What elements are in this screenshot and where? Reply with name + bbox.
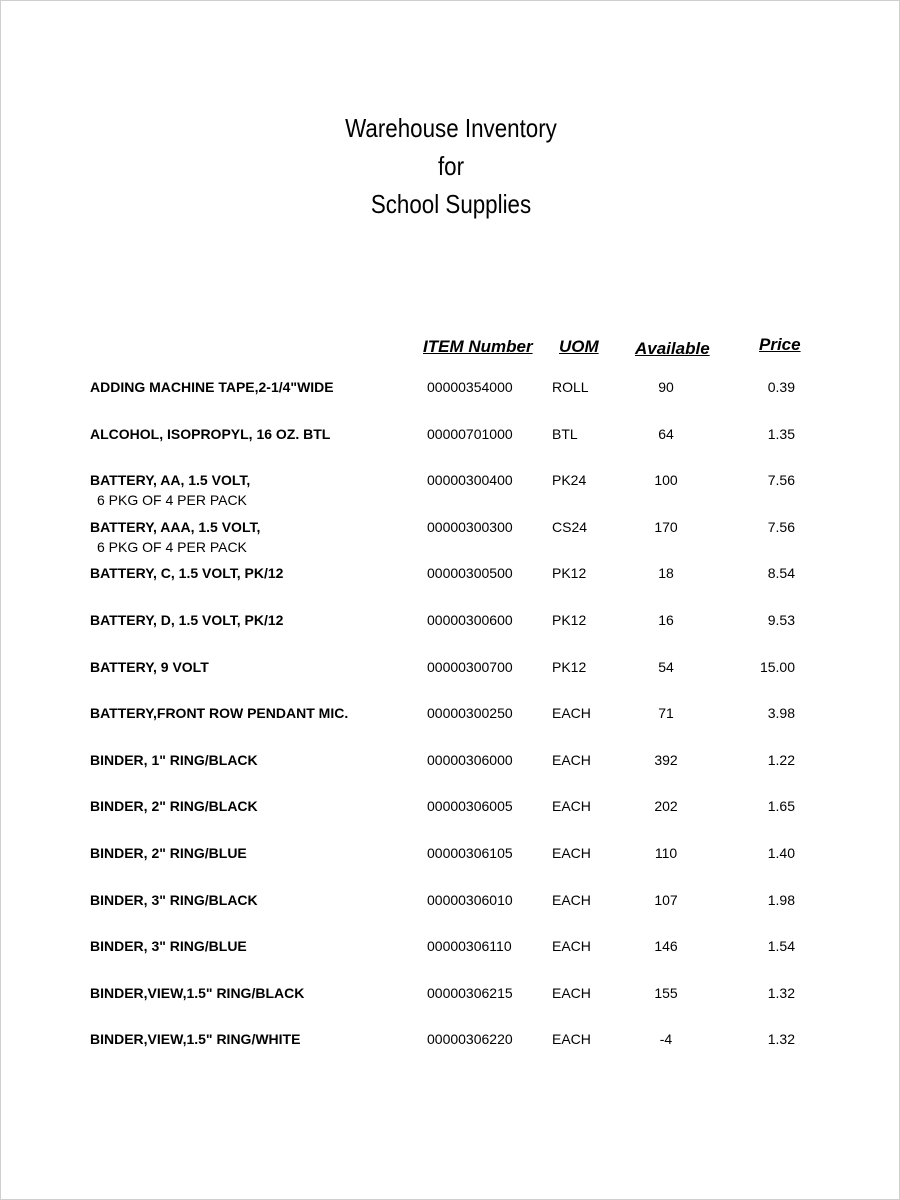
item-uom: EACH [552,985,591,1001]
item-description-main: BATTERY, 9 VOLT [90,659,209,675]
item-description [90,890,258,910]
item-number: 00000300300 [427,519,513,535]
item-number: 00000306105 [427,845,513,861]
item-description-main: BINDER, 3" RING/BLUE [90,938,247,954]
item-description-main: ADDING MACHINE TAPE,2-1/4"WIDE [90,379,334,395]
item-description-main: BATTERY, D, 1.5 VOLT, PK/12 [90,612,284,628]
item-description-main: ALCOHOL, ISOPROPYL, 16 OZ. BTL [90,426,331,442]
item-available: 100 [654,472,678,488]
table-row [1,843,900,883]
item-description-main: BATTERY, AA, 1.5 VOLT, [90,472,251,488]
item-number: 00000306000 [427,752,513,768]
table-row [1,1029,900,1069]
item-available: 54 [658,659,674,675]
item-price: 8.54 [767,565,795,581]
item-price: 1.32 [767,985,795,1001]
title-line-1: Warehouse Inventory [345,113,557,143]
item-number: 00000300700 [427,659,513,675]
item-description [90,750,258,770]
item-uom: EACH [552,892,591,908]
item-number: 00000306010 [427,892,513,908]
item-uom: PK12 [552,659,587,675]
title-line-2: for [437,151,465,181]
item-description [90,424,330,444]
item-description [90,796,258,816]
item-description-main: BATTERY,FRONT ROW PENDANT MIC. [90,705,349,721]
item-uom: BTL [552,426,578,442]
item-description-main: BINDER,VIEW,1.5" RING/WHITE [90,1031,301,1047]
item-description [90,703,348,723]
item-uom: EACH [552,705,591,721]
table-row [1,470,900,510]
item-number: 00000701000 [427,426,513,442]
item-uom: EACH [552,938,591,954]
item-uom: PK12 [552,612,587,628]
item-available: -4 [659,1031,673,1047]
column-header-uom: UOM [559,337,599,356]
item-description [90,657,209,677]
item-uom: PK12 [552,565,587,581]
item-description-sub: 6 PKG OF 4 PER PACK [97,492,247,508]
column-header-item-number: ITEM Number [423,337,533,356]
item-available: 110 [654,845,678,861]
item-uom: EACH [552,1031,591,1047]
item-description [90,983,304,1003]
table-row [1,517,900,557]
item-price: 15.00 [759,659,795,675]
column-header-price: Price [759,335,801,354]
table-row [1,796,900,836]
item-description-main: BINDER, 3" RING/BLACK [90,892,258,908]
item-description [90,563,283,583]
item-description [90,1029,300,1049]
item-available: 18 [658,565,674,581]
table-row [1,983,900,1023]
item-price: 1.40 [767,845,795,861]
item-number: 00000306220 [427,1031,513,1047]
table-row [1,703,900,743]
column-header-available: Available [635,339,710,358]
item-uom: EACH [552,845,591,861]
item-price: 1.32 [767,1031,795,1047]
item-price: 1.35 [767,426,795,442]
item-number: 00000354000 [427,379,513,395]
item-available: 202 [654,798,678,814]
item-description-main: BINDER, 2" RING/BLUE [90,845,247,861]
table-row [1,750,900,790]
item-available: 64 [658,426,674,442]
item-price: 3.98 [767,705,795,721]
item-description-main: BINDER,VIEW,1.5" RING/BLACK [90,985,305,1001]
item-description-main: BATTERY, C, 1.5 VOLT, PK/12 [90,565,284,581]
item-available: 155 [654,985,678,1001]
item-price: 1.22 [767,752,795,768]
item-available: 146 [654,938,678,954]
item-uom: PK24 [552,472,587,488]
item-available: 16 [658,612,674,628]
item-price: 1.54 [767,938,795,954]
item-number: 00000300500 [427,565,513,581]
item-available: 71 [658,705,674,721]
table-row [1,936,900,976]
item-uom: CS24 [552,519,588,535]
item-uom: EACH [552,798,591,814]
item-price: 7.56 [767,519,795,535]
table-row [1,657,900,697]
item-number: 00000306215 [427,985,513,1001]
item-number: 00000300600 [427,612,513,628]
item-price: 1.65 [767,798,795,814]
table-row [1,610,900,650]
item-uom: EACH [552,752,591,768]
item-available: 170 [654,519,678,535]
item-price: 9.53 [767,612,795,628]
item-number: 00000306005 [427,798,513,814]
item-description [90,377,334,397]
table-row [1,424,900,464]
item-description [90,610,283,630]
item-price: 0.39 [767,379,795,395]
table-row [1,377,900,417]
item-available: 90 [658,379,674,395]
item-uom: ROLL [552,379,589,395]
item-description-main: BINDER, 1" RING/BLACK [90,752,258,768]
item-price: 7.56 [767,472,795,488]
item-description-main: BATTERY, AAA, 1.5 VOLT, [90,519,261,535]
item-description-sub: 6 PKG OF 4 PER PACK [97,539,247,555]
item-number: 00000300250 [427,705,513,721]
item-number: 00000300400 [427,472,513,488]
item-description [90,936,247,956]
item-description [90,517,260,557]
item-available: 392 [654,752,678,768]
item-description [90,470,250,510]
item-available: 107 [654,892,678,908]
table-row [1,563,900,603]
item-number: 00000306110 [427,938,512,954]
item-description [90,843,247,863]
title-line-3: School Supplies [370,189,532,219]
item-price: 1.98 [767,892,795,908]
item-description-main: BINDER, 2" RING/BLACK [90,798,258,814]
document-title [64,109,838,223]
table-row [1,890,900,930]
